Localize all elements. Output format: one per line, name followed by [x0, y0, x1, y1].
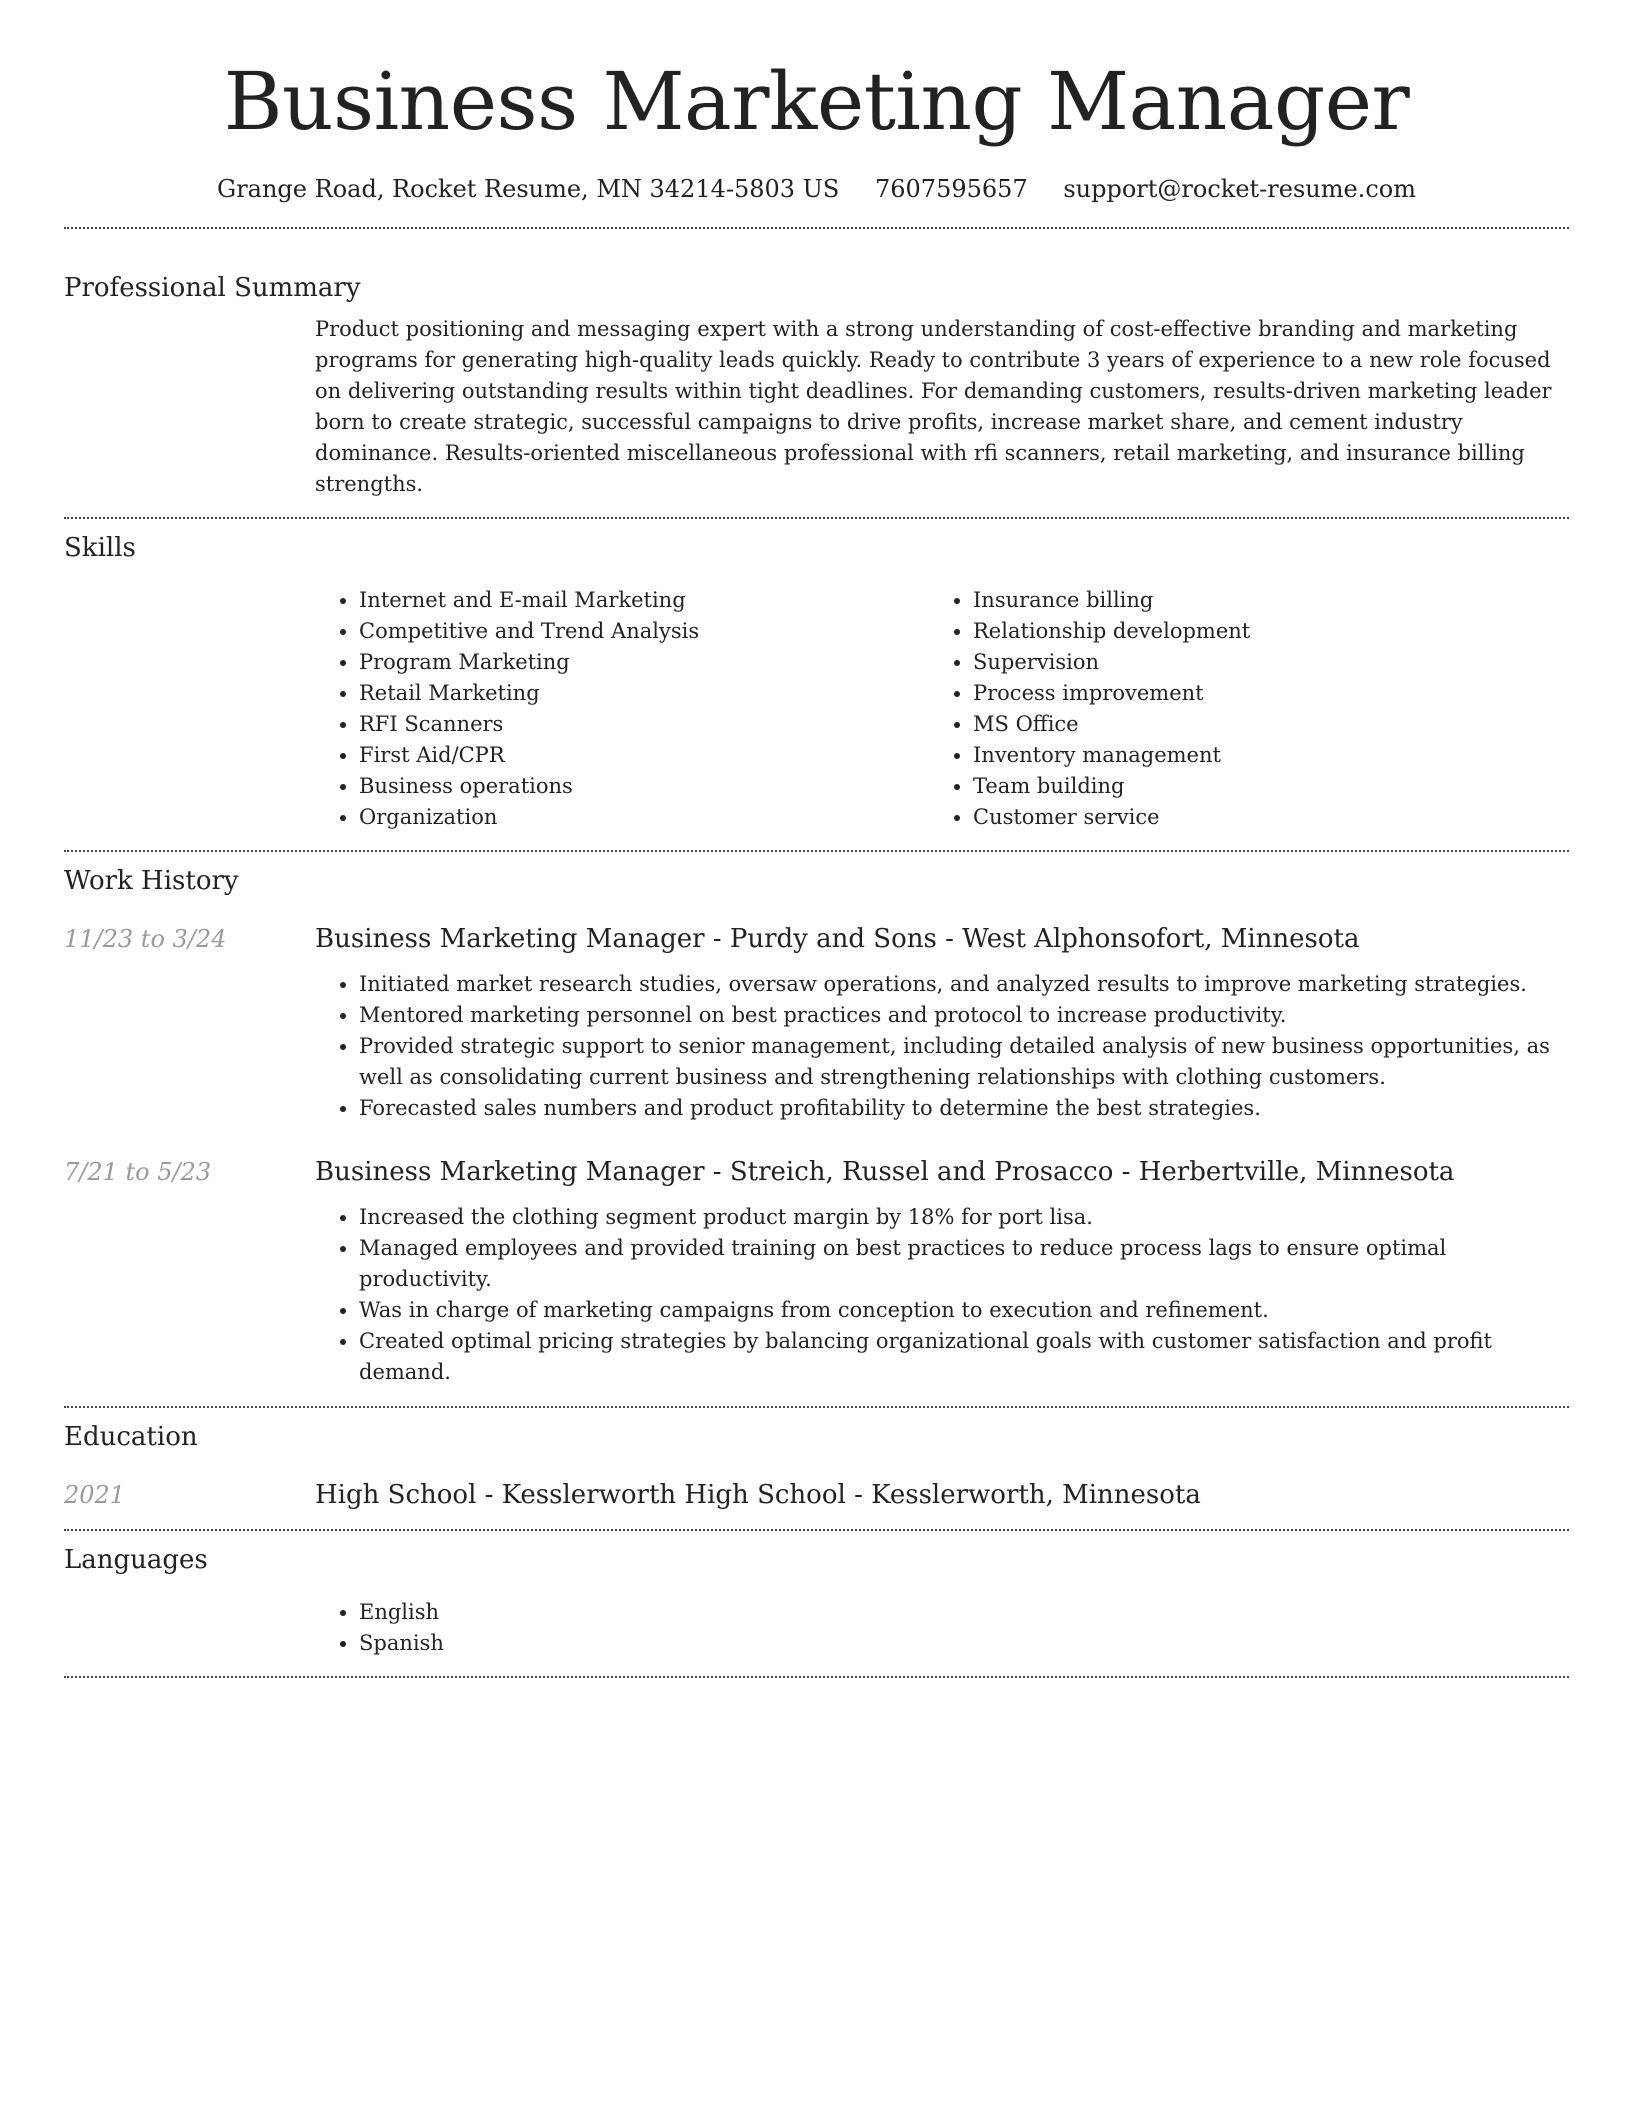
skill-item: • Insurance billing	[973, 585, 1543, 616]
job-bullet: • Forecasted sales numbers and product profitability to determine the best strategies.	[359, 1093, 1569, 1124]
job-bullet: • Initiated market research studies, oversaw operations, and analyzed results to improve marketing strategies.	[359, 969, 1569, 1000]
skill-item: • RFI Scanners	[359, 709, 929, 740]
language-item: • Spanish	[359, 1628, 1569, 1659]
section-heading-skills: Skills	[64, 533, 136, 563]
languages-list	[315, 1597, 1569, 1659]
section-divider	[64, 1676, 1569, 1678]
skill-item: • Process improvement	[973, 678, 1543, 709]
job-bullet: • Was in charge of marketing campaigns from conception to execution and refinement.	[359, 1295, 1569, 1326]
job-entry	[64, 1155, 1569, 1189]
skill-item: • Competitive and Trend Analysis	[359, 616, 929, 647]
education-entry	[64, 1478, 1569, 1512]
section-heading-languages: Languages	[64, 1545, 208, 1575]
skill-item: • Supervision	[973, 647, 1543, 678]
job-bullet: • Increased the clothing segment product margin by 18% for port lisa.	[359, 1202, 1569, 1233]
summary-text: Product positioning and messaging expert with a strong understanding of cost-effective branding and marketing programs for generating high-quality leads quickly. Ready to contribute 3 years of experience to a new role focused on delivering outstanding results within tight deadlines. For demanding customers, results-driven marketing leader born to create strategic, successful campaigns to drive profits, increase market share, and cement industry dominance. Results-oriented miscellaneous professional with rfi scanners, retail marketing, and insurance billing strengths.	[315, 317, 1552, 496]
job-title: Business Marketing Manager - Purdy and Sons - West Alphonsofort, Minnesota	[315, 924, 1360, 954]
resume-name: Business Marketing Manager	[223, 55, 1410, 148]
section-divider	[64, 1529, 1569, 1531]
skill-item: • Relationship development	[973, 616, 1543, 647]
job-entry	[64, 922, 1569, 956]
education-title: High School - Kesslerworth High School - Kesslerworth, Minnesota	[315, 1480, 1201, 1510]
resume-page	[64, 0, 1569, 1678]
job-bullets	[315, 969, 1569, 1124]
section-heading-summary: Professional Summary	[64, 273, 361, 303]
skill-item: • Customer service	[973, 802, 1543, 833]
job-bullets	[315, 1202, 1569, 1388]
section-heading-work: Work History	[64, 866, 239, 896]
job-bullet: • Provided strategic support to senior management, including detailed analysis of new business opportunities, as well as consolidating current business and strengthening relationships with clothing customers.	[359, 1031, 1569, 1093]
job-bullet: • Created optimal pricing strategies by balancing organizational goals with customer satisfaction and profit demand.	[359, 1326, 1569, 1388]
job-title: Business Marketing Manager - Streich, Russel and Prosacco - Herbertville, Minnesota	[315, 1157, 1455, 1187]
contact-phone: 7607595657	[875, 175, 1028, 203]
contact-address: Grange Road, Rocket Resume, MN 34214-5803 US	[217, 175, 840, 203]
section-divider	[64, 1406, 1569, 1408]
contact-line	[64, 172, 1569, 206]
skill-item: • Organization	[359, 802, 929, 833]
section-divider	[64, 227, 1569, 229]
skill-item: • MS Office	[973, 709, 1543, 740]
skill-item: • Team building	[973, 771, 1543, 802]
skill-item: • First Aid/CPR	[359, 740, 929, 771]
skills-list	[315, 585, 1569, 833]
contact-email: support@rocket-resume.com	[1063, 175, 1416, 203]
skill-item: • Internet and E-mail Marketing	[359, 585, 929, 616]
language-item: • English	[359, 1597, 1569, 1628]
skill-item: • Program Marketing	[359, 647, 929, 678]
section-divider	[64, 850, 1569, 852]
skills-column-right	[929, 585, 1543, 833]
skill-item: • Inventory management	[973, 740, 1543, 771]
education-year: 2021	[64, 1481, 126, 1509]
section-heading-education: Education	[64, 1422, 198, 1452]
job-dates: 7/21 to 5/23	[64, 1158, 212, 1186]
job-bullet: • Mentored marketing personnel on best practices and protocol to increase productivity.	[359, 1000, 1569, 1031]
skill-item: • Business operations	[359, 771, 929, 802]
job-bullet: • Managed employees and provided training on best practices to reduce process lags to ensure optimal productivity.	[359, 1233, 1569, 1295]
skills-column-left	[315, 585, 929, 833]
section-divider	[64, 517, 1569, 519]
skill-item: • Retail Marketing	[359, 678, 929, 709]
job-dates: 11/23 to 3/24	[64, 925, 227, 953]
